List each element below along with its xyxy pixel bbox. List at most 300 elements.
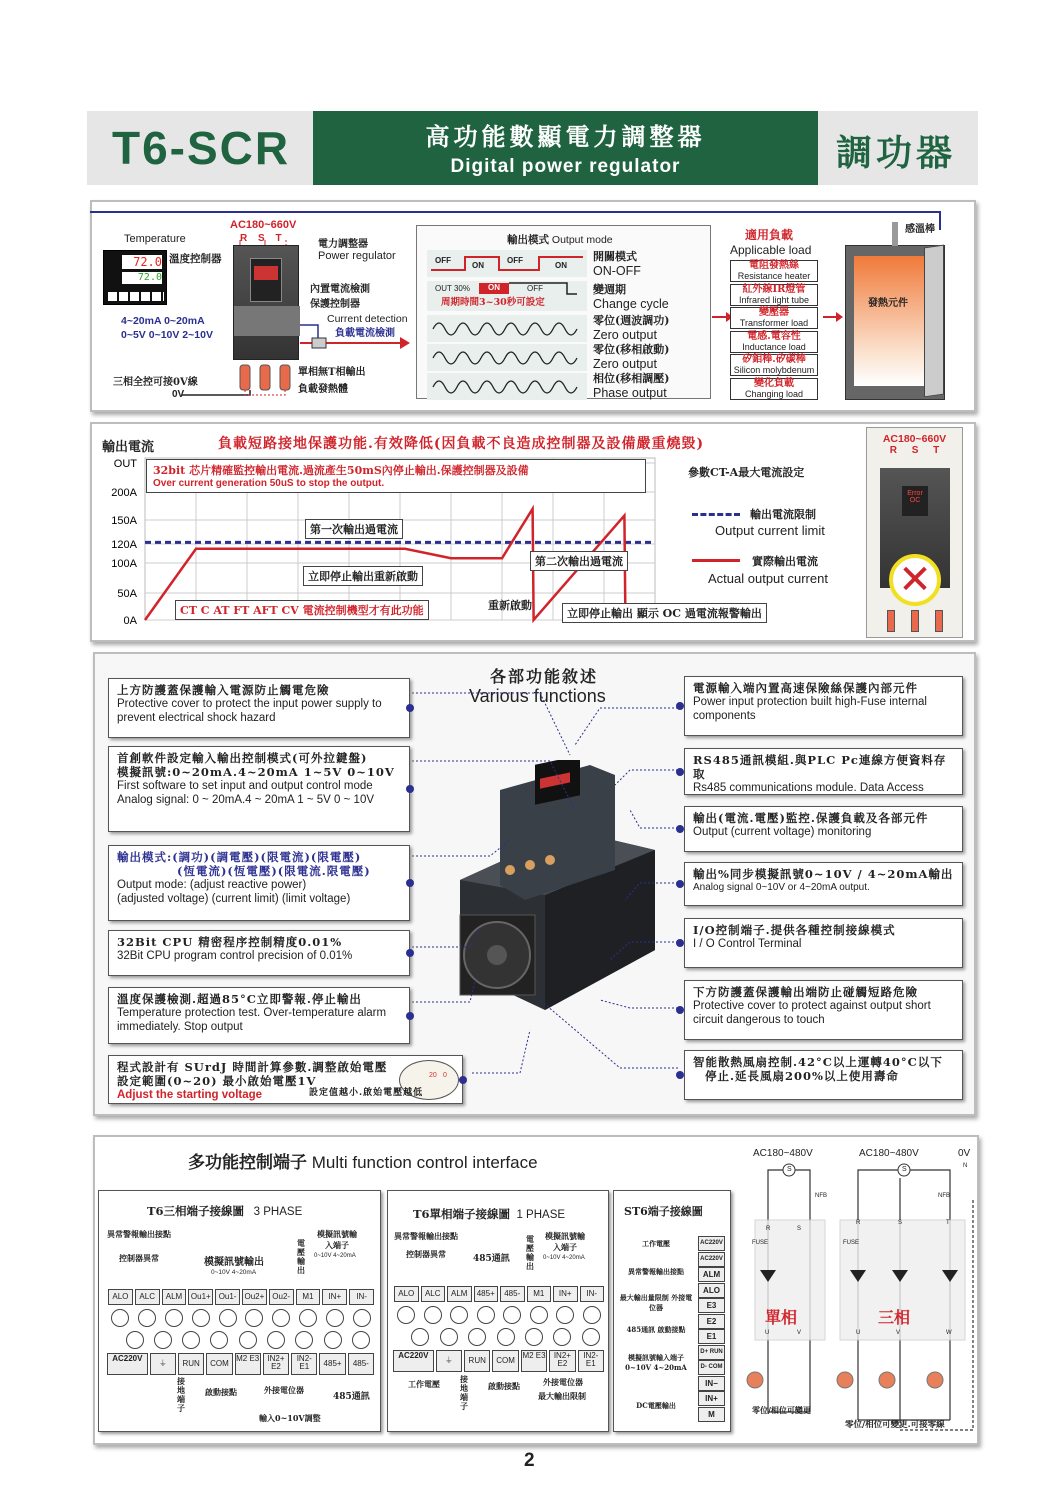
terminal-screw-icon [182,1331,200,1349]
ct-setting-label: 參數CT-A最大電流設定 [688,466,805,479]
terminal-label: M1 [296,1289,321,1305]
mode-cn: 零位(移相啟動) [593,343,670,356]
mode-change-cycle [593,283,669,311]
stop-restart-label: 立即停止輸出重新啟動 [303,566,423,586]
note-analog-input-range: 0~10V 4~20mA [314,1253,356,1259]
sensor-label: 感溫棒 [905,224,935,235]
st6-terminal: IN+ [698,1391,725,1406]
signal-range-2: 0~5V 0~10V 2~10V [121,329,213,341]
right-title: 調功器 [836,132,957,174]
terminal-screw-icon [352,1331,370,1349]
note-ground: 接地端子 [460,1374,468,1411]
phase-r-label: R [766,1226,771,1232]
note-voltage-output: 電壓輸出 [526,1234,534,1271]
overcurrent-note-cn: 32bit 芯片精確監控輸出電流.過流產生50mS內停止輸出.保護控制器及設備 [153,464,529,477]
note-analog-input: 模擬訊號輸入端子 [545,1231,585,1252]
zero-volt-label: 0V [958,1148,971,1159]
note-rs485: 485通訊 [333,1392,370,1402]
function-en: Temperature protection test. Over-temperature alarm immediately. Stop output [117,1007,387,1033]
note-ground: 接地端子 [177,1376,185,1413]
terminal-screw-icon [165,1309,183,1327]
st6-label: 485通訊 啟動接點 [626,1325,686,1334]
function-cn: 首創軟件設定輸入輸出控制模式(可外拉鍵盤) [117,751,368,765]
regulator-cn: 電力調整器 [318,239,368,250]
regulator-en: Power regulator [318,250,396,262]
y-tick-label: 150A [111,515,137,527]
terminal-screw-icon [583,1306,601,1324]
terminal-label: COM [492,1350,518,1372]
output-u-label: U [765,1330,770,1336]
terminal-screw-icon [239,1331,257,1349]
function-cn: 智能散熱風扇控制.42°C以上運轉40°C以下 [693,1055,943,1069]
function-en: Protective cover to protect against output short circuit dangerous to touch [693,1000,931,1026]
st6-title: ST6端子接線圖 [624,1205,703,1218]
function-box [108,1055,463,1104]
y-tick-label: OUT [113,458,137,470]
terminal-label: 485+ [474,1286,499,1302]
terminal-screw-icon [267,1331,285,1349]
st6-label: 工作電壓 [642,1239,670,1248]
terminals-title-cn: 多功能控制端子 [188,1153,307,1173]
function-cn: 輸出(電流.電壓)監控.保護負載及各部元件 [693,811,929,825]
current-detection-cn: 負載電流檢測 [335,328,395,339]
function-box [684,980,963,1040]
terminal-screw-icon [440,1328,458,1346]
function-leader-lines [400,660,690,1110]
y-tick-label: 0A [123,615,137,627]
output-mode-title [507,232,613,247]
leader-dot [406,949,414,957]
terminal-screw-icon [525,1328,543,1346]
mode-zero [593,314,669,342]
oven-image [845,245,945,400]
on-label: ON [472,261,484,270]
phase-s-label: S [898,1220,903,1226]
mode-onoff [593,250,641,278]
second-overcurrent-label: 第二次輸出過電流 [530,551,628,571]
sv-display: 72.0 [122,272,162,284]
terminal-label: Ou1- [215,1289,240,1305]
single-phase-note: 單相無T相輸出 [298,367,366,378]
leader-dot [459,1076,467,1084]
function-box [108,746,410,832]
function-en: Output (current voltage) monitoring [693,826,872,838]
note-working-voltage: 工作電壓 [408,1379,440,1389]
on-label: ON [555,261,567,270]
function-box [684,748,963,795]
legend-limit-en: Output current limit [715,523,825,538]
leader-dot [406,1012,414,1020]
note-input-adjust: 輸入0~10V調整 [259,1413,321,1423]
function-box [684,676,963,736]
function-cn-2: (恆電流)(恆電壓)(限電流.限電壓) [177,864,371,878]
terminal-label: Ou2+ [242,1289,267,1305]
single-phase-diagram [387,1190,609,1432]
terminal-label: ⏚ [436,1350,462,1372]
terminal-screw-icon [497,1328,515,1346]
function-cn-2: 停止.延長風扇200%以上使用壽命 [705,1069,899,1083]
signal-range-1: 4~20mA 0~20mA [121,315,205,327]
phase-s: S [258,233,265,244]
load-cn: 矽鉬棒.矽碳棒 [742,354,806,365]
phase-t: T [275,233,282,244]
function-cn: 32Bit CPU 精密程序控制精度0.01% [117,935,343,949]
model-name: T6-SCR [112,122,291,174]
title-banner [313,111,818,185]
terminal-label: AC220V [107,1353,148,1375]
legend-actual-swatch [692,559,740,562]
zero-line-note: 三相全控可接0V線 [113,377,198,388]
terminal-label: Ou2- [269,1289,294,1305]
leader-dot [676,880,684,888]
model-banner [87,111,313,185]
cycle-on-label: ON [479,283,509,294]
terminal-screw-icon [530,1306,548,1324]
st6-diagram [613,1190,731,1432]
note-controller-error: 控制器異常 [406,1249,446,1259]
terminal-label: ALC [135,1289,160,1305]
zero-volt-label: 0V [172,389,185,400]
single-phase-cn: 單相 [765,1308,798,1327]
st6-label: DC電壓輸出 [636,1401,676,1410]
terminal-screw-icon [397,1306,415,1324]
note-start-contact: 啟動接點 [488,1381,520,1391]
three-phase-title: T6三相端子接線圖 [147,1204,245,1218]
load-cn: 變化負載 [754,377,794,389]
sensor-rod-icon [892,222,898,246]
stop-alarm-label: 立即停止輸出 顯示 OC 過電流報警輸出 [562,603,767,623]
phase-r-label: R [856,1220,861,1226]
terminal-label: M2 E3 [235,1353,261,1375]
note-potentiometer: 外接電位器 [264,1385,304,1395]
load-item [730,378,818,400]
load-item [730,260,818,282]
terminals-title [188,1148,538,1173]
restart-label: 重新啟動 [488,599,532,612]
st6-terminal: IN− [698,1376,725,1391]
terminal-label: 485- [348,1353,374,1375]
terminal-screw-icon [295,1331,313,1349]
mode-en: ON-OFF [593,264,641,278]
terminal-label: ALO [108,1289,133,1305]
y-tick-label: 200A [111,487,137,499]
terminal-label: ALM [162,1289,187,1305]
temp-controller-cn: 溫度控制器 [169,253,222,265]
power-regulator-image [233,245,299,360]
phase-s-label: S [797,1226,802,1232]
leader-dot [676,702,684,710]
protection-headline: 負載短路接地保護功能.有效降低(因負載不良造成控制器及設備嚴重燒毀) [218,436,705,452]
heating-element-label: 發熱元件 [868,298,908,309]
pv-display: 72.0 [122,255,162,269]
single-phase-label: 1 PHASE [516,1209,566,1221]
function-en: Analog signal 0~10V or 4~20mA output. [693,882,870,893]
terminal-screw-icon [111,1309,129,1327]
output-mode-panel [416,225,711,399]
function-cn-2: 設定範圍(0~20) 最小啟始電壓1V [117,1074,317,1088]
load-en: Changing load [744,388,804,399]
protection-controller-cn: 保護控制器 [310,299,360,310]
switch-s-label: S [902,1166,907,1173]
terminal-label: ALO [394,1286,419,1302]
st6-label: 最大輸出量限制 外接電位器 [619,1293,693,1312]
terminal-screw-icon [553,1328,571,1346]
cycle-out-label: OUT 30% [435,284,470,293]
note-alarm-output: 異常警報輸出接點 [107,1229,171,1239]
output-v-label: V [797,1330,802,1336]
cycle-time-note: 周期時間3~30秒可設定 [441,297,545,308]
terminal-screw-icon [154,1331,172,1349]
function-box [684,862,963,906]
function-note: 設定值越小.啟始電壓越低 [309,1088,424,1098]
terminal-label: ALC [421,1286,446,1302]
function-box [684,918,963,968]
phase-r: R [240,233,248,244]
terminal-screw-icon [582,1328,600,1346]
onoff-waveform [427,250,587,277]
nfb-label: NFB [815,1193,827,1199]
leader-dot [676,825,684,833]
angle-0: 0 [443,1072,447,1079]
applicable-load-cn: 適用負載 [745,228,794,242]
device-alarm-panel [866,427,963,638]
terminal-screw-icon [353,1309,371,1327]
st6-terminal: ALO [698,1283,725,1298]
phase-labels [240,233,282,244]
terminal-screw-icon [424,1306,442,1324]
phase-r: R [889,445,897,456]
function-cn: 輸出模式:(調功)(調電壓)(限電流)(限電壓) [117,850,362,864]
legend-actual-en: Actual output current [708,571,828,586]
function-cn: 溫度保護檢測.超過85°C立即警報.停止輸出 [117,992,362,1006]
terminal-label: IN- [580,1286,605,1302]
function-cn: RS485通訊模組.與PLC Pc連線方便資料存取 [693,753,947,781]
first-overcurrent-label: 第一次輸出過電流 [305,519,403,539]
load-item [730,354,818,376]
single-wiring-note: 零位/相位可變更 [752,1405,811,1415]
output-v-label: V [896,1330,901,1336]
terminal-label: IN2+ E2 [549,1350,575,1372]
fuse-label: FUSE [843,1240,860,1246]
load-en: Resistance heater [737,271,811,281]
st6-terminal: ALM [698,1267,725,1282]
terminal-label: COM [206,1353,232,1375]
output-mode-title-en: Output mode [551,234,613,246]
terminals-title-en: Multi function control interface [311,1153,538,1172]
function-cn: 下方防護蓋保護輸出端防止碰觸短路危險 [693,985,918,999]
st6-label: 模擬訊號輸入端子 0~10V 4~20mA [625,1353,687,1372]
angle-20: 20 [429,1072,437,1079]
chart-ylabel: 輸出電流 [102,440,155,455]
nfb-label: NFB [938,1193,950,1199]
mode-en: Zero output [593,357,657,371]
function-en: Power input protection built high-Fuse internal components [693,696,927,722]
function-cn: 電源輸入端內置高速保險絲保護內部元件 [693,681,918,695]
terminal-screw-icon [272,1309,290,1327]
function-en: Rs485 communications module. Data Access [693,782,924,794]
overcurrent-note-en: Over current generation 50uS to stop the output. [153,478,385,489]
terminal-label: IN+ [322,1289,347,1305]
note-voltage-output: 電壓輸出 [297,1238,305,1275]
temperature-label: Temperature [124,233,186,245]
function-box [108,845,410,921]
terminal-label: ALM [447,1286,472,1302]
function-box [108,987,410,1044]
st6-terminal: D- COM [698,1360,725,1375]
applicable-load-en: Applicable load [730,243,812,257]
st6-terminal: E3 [698,1298,725,1313]
right-banner [818,111,978,185]
terminal-screw-icon [411,1328,429,1346]
models-note: CT C AT FT AFT CV 電流控制機型才有此功能 [175,600,429,620]
functions-title-en: Various functions [469,686,606,706]
mode-cn: 變週期 [593,283,626,296]
mode-cn: 開關模式 [593,250,637,263]
leader-dot [406,879,414,887]
load-item [730,284,818,306]
leader-dot [406,704,414,712]
single-supply-label: AC180~480V [753,1148,813,1159]
switch-s-label: S [787,1166,792,1173]
single-phase-title: T6單相端子接線圖 [413,1207,511,1221]
three-phase-label: 3 PHASE [253,1206,303,1218]
function-cn-2: 模擬訊號:0~20mA.4~20mA 1~5V 0~10V [117,765,395,779]
output-w-label: W [946,1330,952,1336]
load-en: Silicon molybdenum [733,365,815,375]
note-rs485: 485通訊 [473,1254,510,1264]
mode-phase [593,372,669,400]
terminal-label: IN+ [553,1286,578,1302]
terminal-screw-icon [192,1309,210,1327]
mode-cn: 零位(週波調功) [593,314,670,327]
terminal-screw-icon [219,1309,237,1327]
y-tick-label: 50A [117,588,137,600]
legend-actual-cn: 實際輸出電流 [752,555,818,568]
cycle-waveform [427,281,587,311]
terminal-screw-icon [556,1306,574,1324]
terminal-screw-icon [138,1309,156,1327]
error-display: Error OC [902,486,928,516]
st6-terminal: E2 [698,1314,725,1329]
temperature-controller [103,250,167,305]
function-en: 32Bit CPU program control precision of 0.01% [117,950,353,962]
function-cn: 程式設計有 SUrdJ 時間計算參數.調整啟始電壓 [117,1060,388,1074]
load-item [730,331,818,353]
terminal-label: Ou1+ [188,1289,213,1305]
terminal-screw-icon [126,1331,144,1349]
leader-dot [676,939,684,947]
y-tick-label: 120A [111,539,137,551]
terminal-screw-icon [503,1306,521,1324]
functions-title-cn: 各部功能敘述 [490,667,599,686]
three-wiring-note: 零位/相位可變更.可接零線 [845,1420,945,1430]
fuse-label: FUSE [752,1240,769,1246]
terminal-screw-icon [210,1331,228,1349]
function-cn: 輸出%同步模擬訊號0~10V / 4~20mA輸出 [693,867,954,881]
leader-dot [676,768,684,776]
y-tick-label: 100A [111,558,137,570]
mode-en: Phase output [593,386,667,400]
terminal-label: IN2- E1 [578,1350,604,1372]
note-max-limit: 最大輸出限制 [538,1391,586,1401]
terminal-screw-icon [324,1331,342,1349]
load-en: Transformer load [739,318,809,328]
function-en: Protective cover to protect the input power supply to prevent electrical shock hazard [117,698,382,724]
load-cn: 紅外線IR燈管 [742,283,806,295]
mode-zero-phase [593,343,669,371]
function-en: I / O Control Terminal [693,938,802,950]
load-cn: 電感.電容性 [747,330,801,342]
builtin-detection-cn: 內置電流檢測 [310,284,370,295]
terminal-label: IN- [349,1289,374,1305]
load-en: Infrared light tube [738,294,810,305]
function-en: Output mode: (adjust reactive power) [117,879,307,891]
function-cn: 上方防護蓋保護輸入電源防止觸電危險 [117,683,330,697]
legend-limit-swatch [692,513,740,516]
terminal-screw-icon [245,1309,263,1327]
zero-output-waveform [427,315,587,342]
note-alarm-output: 異常警報輸出接點 [394,1231,458,1241]
terminal-label: M2 E3 [521,1350,547,1372]
leader-dot [676,1071,684,1079]
leader-dot [406,785,414,793]
overcurrent-note [146,459,646,493]
terminal-screw-icon [468,1328,486,1346]
output-mode-title-cn: 輸出模式 [507,234,549,246]
function-en-2: Analog signal: 0 ~ 20mA.4 ~ 20mA 1 ~ 5V 0 ~ 10V [117,794,375,806]
terminal-label: ⏚ [150,1353,176,1375]
phase-output-waveform [427,373,587,400]
heater-label: 負載發熱體 [298,384,348,395]
supply-voltage: AC180~660V [230,219,297,231]
terminal-label: M1 [527,1286,552,1302]
terminal-label: IN2- E1 [291,1353,317,1375]
legend-limit-cn: 輸出電流限制 [750,508,816,521]
st6-terminal: AC220V [698,1236,725,1251]
load-cn: 電阻發熱絲 [749,260,799,271]
note-potentiometer: 外接電位器 [543,1377,583,1387]
terminal-label: IN2+ E2 [263,1353,289,1375]
phase-t-label: T [946,1220,950,1226]
leader-dot [676,1006,684,1014]
neutral-label: N [963,1163,968,1169]
page-number: 2 [524,1450,535,1471]
load-cn: 變壓器 [759,307,789,318]
three-phase-diagram [98,1190,381,1432]
three-supply-label: AC180~480V [859,1148,919,1159]
heater-resistors [240,365,290,395]
st6-terminal: AC220V [698,1252,725,1267]
device-supply: AC180~660V [882,433,947,445]
note-analog-output-range: 0~10V 4~20mA [211,1269,257,1276]
phase-s: S [911,445,919,456]
output-u-label: U [856,1330,861,1336]
st6-terminal: D+ RUN [698,1345,725,1360]
terminal-label: RUN [464,1350,490,1372]
fault-x-icon: ✕ [889,554,941,606]
mode-en: Zero output [593,328,657,342]
off-label: OFF [435,256,451,265]
terminal-label: AC220V [393,1350,434,1372]
note-analog-output: 模擬訊號輸出 [204,1257,264,1268]
terminal-screw-icon [450,1306,468,1324]
cycle-off-label: OFF [527,284,543,293]
terminal-label: RUN [178,1353,204,1375]
zero-phase-start-waveform [427,344,587,371]
controller-keys [108,292,164,301]
terminal-label: 485+ [319,1353,345,1375]
function-box [684,1050,963,1100]
